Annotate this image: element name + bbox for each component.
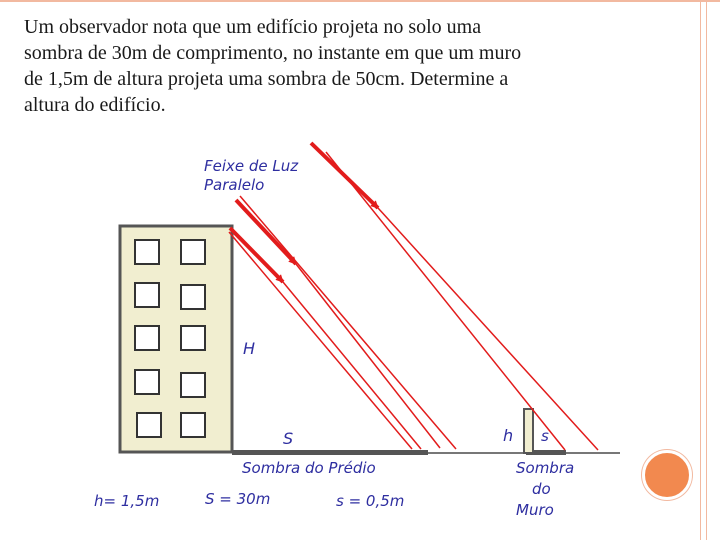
building bbox=[120, 226, 232, 452]
wall-shadow-caption-line1: Sombra bbox=[516, 459, 575, 477]
given-h: h= 1,5m bbox=[94, 492, 160, 510]
building-height-label: H bbox=[243, 339, 256, 358]
problem-statement: Um observador nota que um edifício projeta no solo uma sombra de 30m de comprimento, no instante em que um muro de 1,5m de altura projeta uma sombra de 50cm. Determine a altura do edifício. bbox=[24, 16, 522, 116]
ground-line bbox=[232, 450, 620, 455]
wall-shadow-caption-line2: do bbox=[532, 480, 551, 498]
given-s: s = 0,5m bbox=[336, 492, 405, 510]
light-rays-thin bbox=[229, 152, 598, 450]
wall-height-label: h bbox=[503, 426, 514, 445]
building-shadow-caption: Sombra do Prédio bbox=[242, 459, 376, 477]
beam-label-line2: Paralelo bbox=[204, 176, 265, 194]
wall-shadow-label: s bbox=[541, 427, 549, 445]
wall-shadow-caption-line3: Muro bbox=[516, 501, 554, 519]
building-shadow-label: S bbox=[283, 429, 294, 448]
wall bbox=[524, 409, 533, 453]
given-S: S = 30m bbox=[205, 490, 271, 508]
beam-label-line1: Feixe de Luz bbox=[204, 157, 299, 175]
